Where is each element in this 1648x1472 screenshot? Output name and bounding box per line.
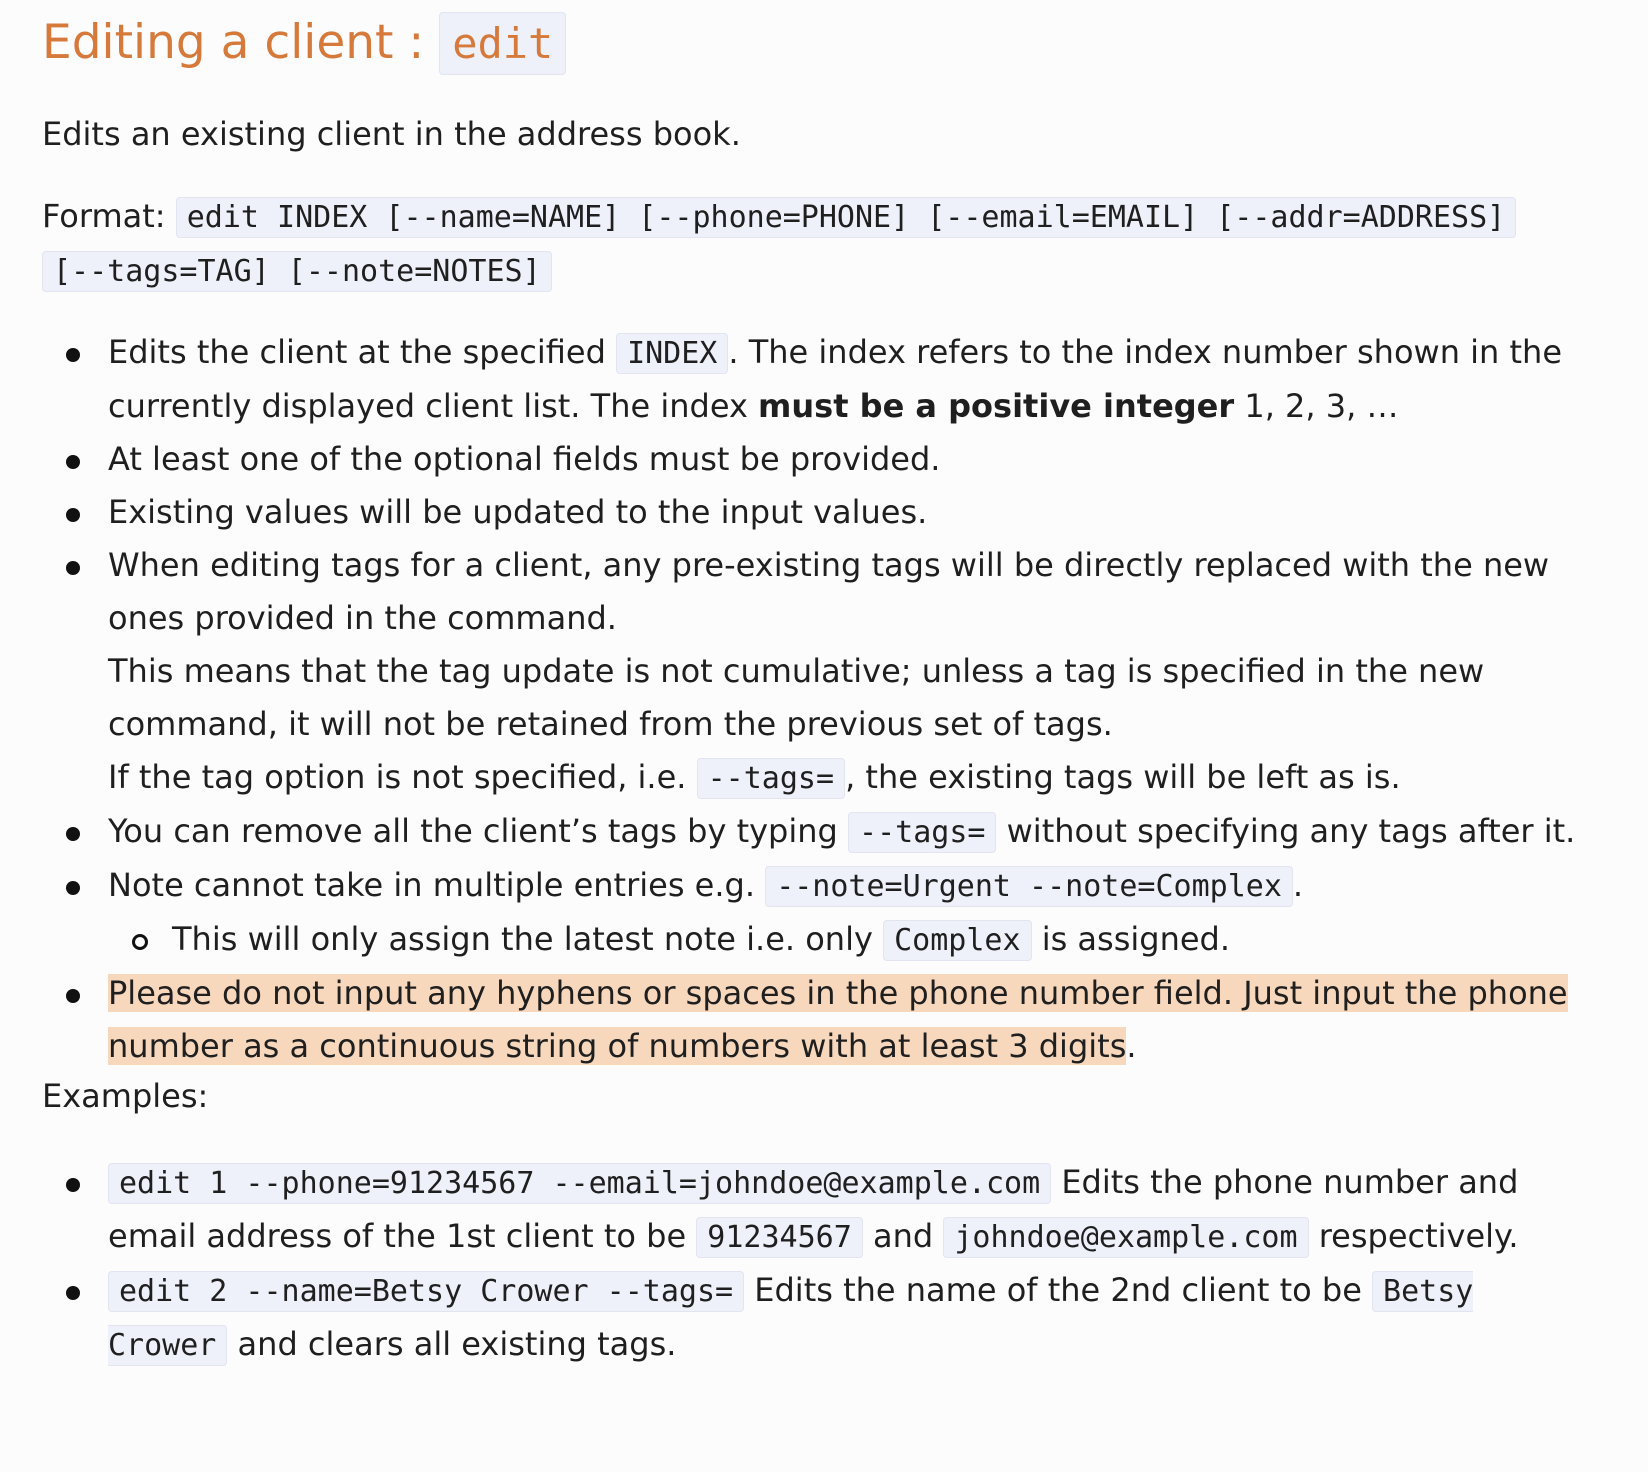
bold-text: must be a positive integer [758, 387, 1235, 425]
list-text: You can remove all the client’s tags by typing [108, 812, 849, 850]
list-text: and [862, 1217, 944, 1255]
list-text: and clears all existing tags. [227, 1325, 677, 1363]
heading-command-code: edit [439, 12, 566, 75]
list-text: , the existing tags will be left as is. [845, 758, 1401, 796]
list-item-index [42, 326, 1602, 433]
tags-code: --tags= [697, 758, 845, 799]
list-item-phone-warning [42, 967, 1602, 1073]
list-item-existing-values: Existing values will be updated to the input values. [42, 486, 1602, 539]
format-code-line2: [--tags=TAG] [--note=NOTES] [42, 251, 552, 292]
section-heading [42, 8, 566, 79]
format-code-line1: edit INDEX [--name=NAME] [--phone=PHONE] [--email=EMAIL] [--addr=ADDRESS] [176, 197, 1517, 238]
list-text: Note cannot take in multiple entries e.g. [108, 866, 766, 904]
list-text: without specifying any tags after it. [996, 812, 1576, 850]
list-item-remove-tags [42, 805, 1602, 859]
list-text: Edits the name of the 2nd client to be [744, 1271, 1373, 1309]
list-text: is assigned. [1031, 920, 1231, 958]
heading-text: Editing a client : [42, 15, 440, 70]
example-item-2 [42, 1264, 1602, 1372]
index-code: INDEX [616, 333, 728, 374]
highlighted-warning: Please do not input any hyphens or spaces in the phone number field. Just input the phone number as a continuous string of numbers with at least 3 digits [108, 974, 1568, 1065]
list-text: If the tag option is not specified, i.e. [108, 758, 697, 796]
list-item-optional-fields: At least one of the optional fields must be provided. [42, 433, 1602, 486]
sub-list-item-note [42, 913, 1602, 967]
list-text: respectively. [1308, 1217, 1519, 1255]
notes-list [42, 326, 1602, 1073]
examples-label: Examples: [42, 1077, 209, 1115]
example-code: edit 1 --phone=91234567 --email=johndoe@example.com [108, 1163, 1051, 1204]
complex-code: Complex [883, 920, 1031, 961]
list-text: When editing tags for a client, any pre-existing tags will be directly replaced with the new ones provided in the command. [108, 546, 1550, 637]
format-label: Format: [42, 197, 176, 235]
list-item-note [42, 859, 1602, 913]
list-text: . [1126, 1027, 1137, 1065]
name-value-code: Betsy Crower [108, 1271, 1473, 1366]
list-text: . The index refers to the index number shown in the currently displayed client list. The index [108, 333, 1562, 425]
format-paragraph [42, 190, 1582, 298]
note-code: --note=Urgent --note=Complex [765, 866, 1293, 907]
email-value-code: johndoe@example.com [943, 1217, 1308, 1258]
tags-code: --tags= [848, 812, 996, 853]
list-text: . [1292, 866, 1304, 904]
phone-value-code: 91234567 [696, 1217, 863, 1258]
example-item-1 [42, 1156, 1602, 1264]
list-text: This will only assign the latest note i.e. only [172, 920, 884, 958]
examples-list [42, 1156, 1602, 1372]
example-code: edit 2 --name=Betsy Crower --tags= [108, 1271, 744, 1312]
list-text: This means that the tag update is not cumulative; unless a tag is specified in the new command, it will not be retained from the previous set of tags. [108, 652, 1485, 743]
list-item-tags [42, 539, 1602, 805]
list-text: Edits the phone number and email address of the 1st client to be [108, 1163, 1519, 1255]
list-text: Edits the client at the specified [108, 333, 617, 371]
intro-paragraph: Edits an existing client in the address book. [42, 115, 741, 153]
list-text: 1, 2, 3, … [1234, 387, 1399, 425]
